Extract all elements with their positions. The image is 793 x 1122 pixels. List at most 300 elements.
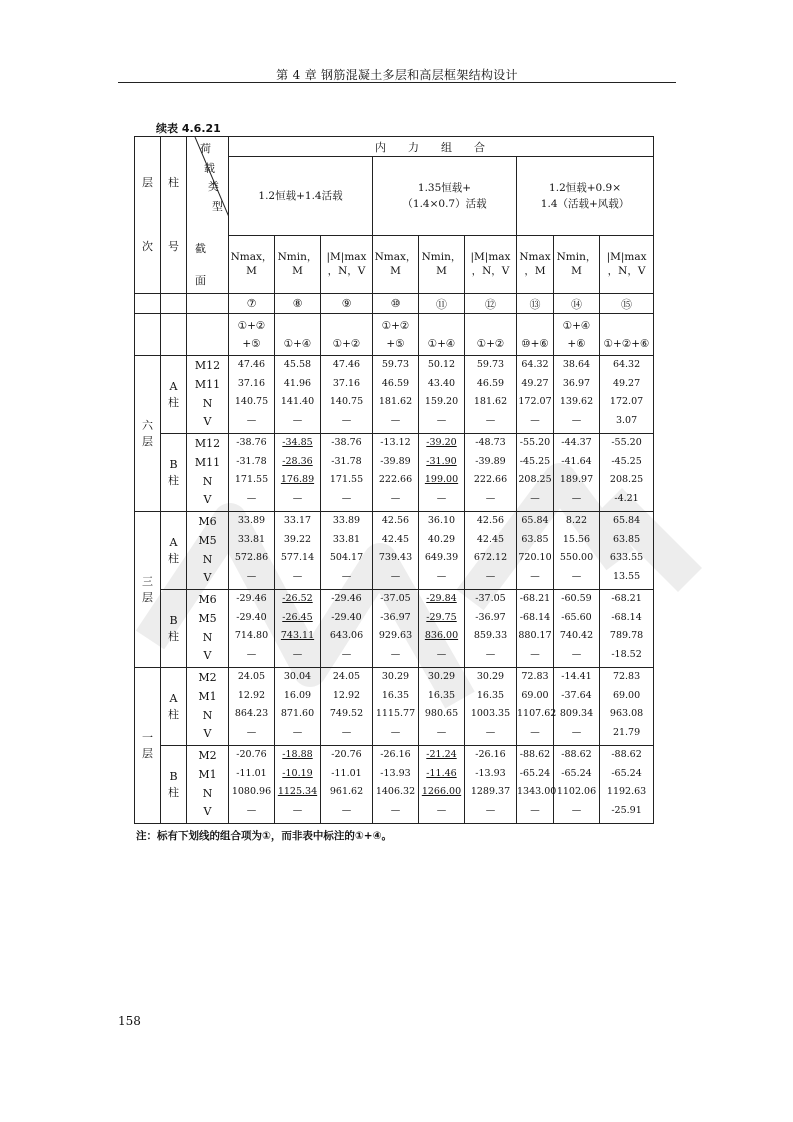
data-cell [321, 512, 373, 590]
cell-value: 59.73 [476, 359, 505, 370]
data-cell [517, 512, 554, 590]
cell-value: — [246, 571, 257, 583]
column-header: 柱 号 [161, 137, 187, 294]
cell-value: 21.79 [612, 727, 641, 739]
table-caption: 续表 4.6.21 [156, 122, 221, 135]
data-cell [229, 512, 275, 590]
data-cell [373, 746, 419, 824]
section-label: M5 [198, 611, 217, 625]
data-cell [373, 434, 419, 512]
data-cell [600, 590, 654, 668]
cell-value: 1080.96 [231, 786, 272, 798]
data-cell [275, 668, 321, 746]
data-cell [373, 512, 419, 590]
data-cell [229, 356, 275, 434]
cell-value: -88.62 [611, 749, 642, 760]
column-number: ⑪ [419, 294, 465, 314]
combination-formula: ①+④ [419, 314, 465, 356]
cell-value: -11.01 [331, 767, 362, 779]
data-cell [465, 512, 517, 590]
cell-value: 1289.37 [470, 786, 511, 798]
cell-value: 42.56 [476, 515, 505, 526]
cell-value: 24.05 [332, 671, 361, 682]
table-row [135, 590, 654, 668]
combination-formula: ①+④ +⑥ [554, 314, 600, 356]
cell-value: -26.16 [475, 749, 506, 760]
cell-value: -41.64 [561, 455, 592, 467]
cell-value: 208.25 [609, 474, 644, 486]
table-row [135, 434, 654, 512]
data-cell [321, 590, 373, 668]
cell-value: — [390, 415, 401, 427]
cell-value: 743.11 [280, 630, 315, 642]
cell-value: 12.92 [332, 689, 361, 701]
cell-value: 72.83 [521, 671, 549, 682]
cell-value: -68.14 [611, 611, 642, 623]
section-label: V [203, 727, 212, 741]
section-label: V [203, 805, 212, 819]
data-cell [419, 590, 465, 668]
cell-value: 871.60 [280, 708, 315, 720]
internal-force-combination-table [134, 136, 654, 824]
cell-value: 36.97 [562, 377, 591, 389]
cell-value: — [341, 727, 352, 739]
cell-value: 550.00 [559, 552, 594, 564]
cell-value: — [571, 649, 582, 661]
cell-value: 222.66 [378, 474, 413, 486]
column-label: A 柱 [161, 668, 187, 746]
data-cell [275, 356, 321, 434]
cell-value: 880.17 [518, 630, 552, 642]
cell-value: — [571, 493, 582, 505]
cell-value: — [292, 415, 303, 427]
cell-value: — [436, 415, 447, 427]
cell-value: — [530, 727, 540, 739]
data-cell [321, 668, 373, 746]
cell-value: -13.12 [380, 437, 411, 448]
cell-value: -44.37 [561, 437, 592, 448]
combination-formula: ⑩+⑥ [517, 314, 554, 356]
cell-value: -38.76 [331, 437, 362, 448]
cell-value: 46.59 [381, 377, 410, 389]
data-cell [275, 434, 321, 512]
data-cell [600, 356, 654, 434]
data-cell [465, 590, 517, 668]
section-label: V [203, 649, 212, 663]
section-label: N [202, 708, 213, 722]
section-label: M12 [194, 437, 221, 451]
data-cell [419, 746, 465, 824]
data-cell [373, 356, 419, 434]
cell-value: 64.32 [521, 359, 549, 370]
cell-value: 961.62 [329, 786, 364, 798]
cell-value: 16.35 [476, 689, 505, 701]
column-header-9: |M|max ，N，V [321, 235, 373, 293]
data-cell [229, 668, 275, 746]
cell-value: 643.06 [329, 630, 364, 642]
cell-value: — [485, 415, 496, 427]
data-cell [554, 434, 600, 512]
combination-formula: ①+②+⑥ [600, 314, 654, 356]
column-number: ⑦ [229, 294, 275, 314]
cell-value: 208.25 [518, 474, 552, 486]
cell-value: -60.59 [561, 593, 592, 604]
page-number: 158 [118, 1014, 141, 1028]
cell-value: 64.32 [612, 359, 641, 370]
cell-value: 222.66 [473, 474, 508, 486]
running-header: 第 4 章 钢筋混凝土多层和高层框架结构设计 [276, 68, 518, 82]
cell-value: -39.89 [380, 455, 411, 467]
cell-value: — [292, 727, 303, 739]
column-header-14: Nmin， M [554, 235, 600, 293]
data-cell [229, 746, 275, 824]
column-label: A 柱 [161, 356, 187, 434]
cell-value: 189.97 [559, 474, 594, 486]
cell-value: — [246, 727, 257, 739]
cell-value: 739.43 [378, 552, 413, 564]
cell-value: — [390, 571, 401, 583]
combination-formula: ①+② +⑤ [373, 314, 419, 356]
cell-value: 24.05 [237, 671, 266, 682]
cell-value: 13.55 [612, 571, 641, 583]
cell-value: — [530, 493, 540, 505]
cell-value: 42.45 [381, 533, 410, 545]
cell-value: 1003.35 [470, 708, 511, 720]
cell-value: — [292, 571, 303, 583]
section-label: V [203, 571, 212, 585]
cell-value: 50.12 [427, 359, 456, 370]
cell-value: -65.24 [611, 767, 642, 779]
cell-value: 33.81 [237, 533, 266, 545]
data-cell [517, 356, 554, 434]
data-cell [465, 356, 517, 434]
data-cell [554, 668, 600, 746]
cell-value: 15.56 [562, 533, 591, 545]
section-char-1: 截 [195, 242, 206, 255]
load-type-char-3: 类 [208, 180, 219, 193]
cell-value: 181.62 [473, 396, 508, 408]
column-number: ⑬ [517, 294, 554, 314]
cell-value: -65.60 [561, 611, 592, 623]
cell-value: — [530, 805, 540, 817]
cell-value: — [485, 727, 496, 739]
cell-value: 1192.63 [606, 786, 647, 798]
section-label: M12 [194, 359, 221, 373]
cell-value: 963.08 [609, 708, 644, 720]
table-row [135, 356, 654, 434]
table-row [135, 512, 654, 590]
cell-value: -29.46 [236, 593, 267, 604]
cell-value: -29.40 [236, 611, 267, 623]
cell-value: 864.23 [234, 708, 269, 720]
group-header-2: 1.35恒载+ （1.4×0.7）活载 [373, 157, 517, 236]
column-header-13: Nmax ，M [517, 235, 554, 293]
column-label: B 柱 [161, 746, 187, 824]
cell-value: -36.97 [475, 611, 506, 623]
group-header-1: 1.2恒载+1.4活载 [229, 157, 373, 236]
cell-value: 141.40 [280, 396, 315, 408]
cell-value: -26.16 [380, 749, 411, 760]
cell-value: 159.20 [424, 396, 459, 408]
cell-value: 42.56 [381, 515, 410, 526]
section-label: M1 [198, 767, 217, 781]
load-type-char-4: 型 [212, 200, 223, 213]
section-label: M1 [198, 689, 217, 703]
cell-value: -29.75 [426, 611, 457, 623]
section-label: N [202, 396, 213, 410]
cell-value: — [436, 649, 447, 661]
column-header-8: Nmin， M [275, 235, 321, 293]
cell-value: — [436, 493, 447, 505]
data-cell [373, 668, 419, 746]
cell-value: — [436, 571, 447, 583]
cell-value: 47.46 [237, 359, 266, 370]
section-labels [187, 434, 229, 512]
cell-value: 69.00 [612, 689, 641, 701]
data-cell [419, 434, 465, 512]
floor-label: 三 层 [135, 512, 161, 668]
data-cell [321, 746, 373, 824]
column-label: A 柱 [161, 512, 187, 590]
cell-value: 633.55 [609, 552, 644, 564]
cell-value: — [530, 649, 540, 661]
cell-value: 172.07 [518, 396, 552, 408]
cell-value: -65.24 [561, 767, 592, 779]
cell-value: — [292, 805, 303, 817]
cell-value: -11.46 [426, 767, 457, 779]
cell-value: 181.62 [378, 396, 413, 408]
section-labels [187, 668, 229, 746]
data-cell [275, 590, 321, 668]
cell-value: — [246, 805, 257, 817]
cell-value: 38.64 [562, 359, 591, 370]
cell-value: 33.17 [283, 515, 312, 526]
column-label: B 柱 [161, 434, 187, 512]
cell-value: -21.24 [426, 749, 457, 760]
combination-formula: ①+② [321, 314, 373, 356]
cell-value: 836.00 [424, 630, 459, 642]
cell-value: 809.34 [559, 708, 594, 720]
cell-value: -10.19 [282, 767, 313, 779]
section-label: M11 [194, 377, 221, 391]
cell-value: 176.89 [280, 474, 315, 486]
cell-value: — [292, 493, 303, 505]
data-cell [373, 590, 419, 668]
data-cell [600, 512, 654, 590]
cell-value: 72.83 [612, 671, 641, 682]
combination-formula: ①+② [465, 314, 517, 356]
section-labels [187, 746, 229, 824]
cell-value: 39.22 [283, 533, 312, 545]
cell-value: -36.97 [380, 611, 411, 623]
data-cell [517, 668, 557, 746]
column-number: ⑭ [554, 294, 600, 314]
cell-value: 577.14 [280, 552, 315, 564]
cell-value: 859.33 [473, 630, 508, 642]
cell-value: 16.35 [381, 689, 410, 701]
cell-value: -31.90 [426, 455, 457, 467]
cell-value: 69.00 [521, 689, 549, 701]
cell-value: 720.10 [518, 552, 552, 564]
cell-value: — [571, 727, 582, 739]
column-number: ⑧ [275, 294, 321, 314]
column-header-11: Nmin， M [419, 235, 465, 293]
cell-value: 12.92 [237, 689, 266, 701]
data-cell [419, 512, 465, 590]
cell-value: -31.78 [331, 455, 362, 467]
section-label: V [203, 415, 212, 429]
cell-value: -68.21 [519, 593, 551, 604]
cell-value: — [485, 649, 496, 661]
cell-value: 65.84 [612, 515, 641, 526]
cell-value: 140.75 [234, 396, 269, 408]
data-cell [600, 668, 654, 746]
cell-value: — [571, 805, 582, 817]
data-cell [321, 434, 373, 512]
cell-value: -31.78 [236, 455, 267, 467]
cell-value: -11.01 [236, 767, 267, 779]
cell-value: 42.45 [476, 533, 505, 545]
load-type-char-1: 荷 [200, 142, 211, 155]
cell-value: 3.07 [615, 415, 638, 427]
section-char-2: 面 [195, 274, 206, 287]
section-label: M2 [198, 749, 217, 763]
cell-value: 30.29 [381, 671, 410, 682]
cell-value: 41.96 [283, 377, 312, 389]
column-number: ⑩ [373, 294, 419, 314]
section-label: N [202, 630, 213, 644]
cell-value: — [530, 571, 540, 583]
combination-formula: ①+② +⑤ [229, 314, 275, 356]
cell-value: -18.88 [282, 749, 313, 760]
cell-value: 749.52 [329, 708, 364, 720]
cell-value: -37.05 [380, 593, 411, 604]
cell-value: 59.73 [381, 359, 410, 370]
cell-value: 37.16 [237, 377, 266, 389]
combination-title: 内力组合 [229, 137, 654, 157]
cell-value: 1107.62 [517, 708, 557, 720]
section-label: V [203, 493, 212, 507]
header-rule [118, 82, 676, 83]
cell-value: -28.36 [282, 455, 313, 467]
cell-value: — [246, 493, 257, 505]
cell-value: 16.35 [427, 689, 456, 701]
section-label: M6 [198, 593, 217, 607]
group-header-3: 1.2恒载+0.9× 1.4（活载+风载） [517, 157, 654, 236]
section-label: N [202, 552, 213, 566]
column-number: ⑫ [465, 294, 517, 314]
cell-value: -29.84 [426, 593, 457, 604]
cell-value: -13.93 [475, 767, 506, 779]
cell-value: 1115.77 [375, 708, 416, 720]
cell-value: 40.29 [427, 533, 456, 545]
data-cell [419, 668, 465, 746]
cell-value: — [292, 649, 303, 661]
cell-value: 65.84 [521, 515, 549, 526]
cell-value: 199.00 [424, 474, 459, 486]
data-cell [554, 590, 600, 668]
column-number: ⑮ [600, 294, 654, 314]
cell-value: -65.24 [519, 767, 551, 779]
cell-value: -26.52 [282, 593, 313, 604]
cell-value: -13.93 [380, 767, 411, 779]
cell-value: 49.27 [612, 377, 641, 389]
cell-value: 37.16 [332, 377, 361, 389]
data-cell [517, 746, 557, 824]
cell-value: — [485, 571, 496, 583]
combination-formula: ①+④ [275, 314, 321, 356]
column-header-10: Nmax， M [373, 235, 419, 293]
data-cell [554, 356, 600, 434]
cell-value: -68.14 [519, 611, 551, 623]
cell-value: 49.27 [521, 377, 549, 389]
cell-value: -20.76 [331, 749, 362, 760]
cell-value: — [341, 649, 352, 661]
cell-value: 572.86 [234, 552, 269, 564]
cell-value: -34.85 [282, 437, 313, 448]
cell-value: 30.29 [427, 671, 456, 682]
floor-label: 六 层 [135, 356, 161, 512]
cell-value: 30.29 [476, 671, 505, 682]
table-row [135, 746, 654, 824]
section-label: M6 [198, 515, 217, 529]
data-cell [275, 512, 321, 590]
cell-value: 33.81 [332, 533, 361, 545]
load-type-char-2: 载 [204, 162, 215, 175]
cell-value: — [571, 415, 582, 427]
data-cell [517, 590, 554, 668]
cell-value: — [341, 805, 352, 817]
cell-value: 714.80 [234, 630, 269, 642]
cell-value: 33.89 [237, 515, 266, 526]
section-label: M11 [194, 455, 221, 469]
data-cell [465, 434, 517, 512]
cell-value: — [530, 415, 540, 427]
cell-value: 172.07 [609, 396, 644, 408]
cell-value: 980.65 [424, 708, 459, 720]
cell-value: -38.76 [236, 437, 267, 448]
data-cell [600, 434, 654, 512]
data-cell [600, 746, 654, 824]
cell-value: -88.62 [561, 749, 592, 760]
cell-value: -45.25 [611, 455, 642, 467]
cell-value: -25.91 [611, 805, 642, 817]
cell-value: -48.73 [475, 437, 506, 448]
data-cell [419, 356, 465, 434]
cell-value: 1266.00 [421, 786, 462, 798]
column-header-7: Nmax， M [229, 235, 275, 293]
section-labels [187, 590, 229, 668]
cell-value: -45.25 [519, 455, 551, 467]
cell-value: — [246, 649, 257, 661]
cell-value: 1125.34 [277, 786, 318, 798]
cell-value: -37.64 [561, 689, 592, 701]
cell-value: 16.09 [283, 689, 312, 701]
cell-value: -29.40 [331, 611, 362, 623]
cell-value: 139.62 [559, 396, 594, 408]
cell-value: — [390, 805, 401, 817]
cell-value: -14.41 [561, 671, 592, 682]
cell-value: 46.59 [476, 377, 505, 389]
cell-value: -20.76 [236, 749, 267, 760]
cell-value: 171.55 [234, 474, 269, 486]
cell-value: — [571, 571, 582, 583]
cell-value: -4.21 [614, 493, 639, 505]
cell-value: 649.39 [424, 552, 459, 564]
data-cell [321, 356, 373, 434]
cell-value: 63.85 [612, 533, 641, 545]
cell-value: 43.40 [427, 377, 456, 389]
